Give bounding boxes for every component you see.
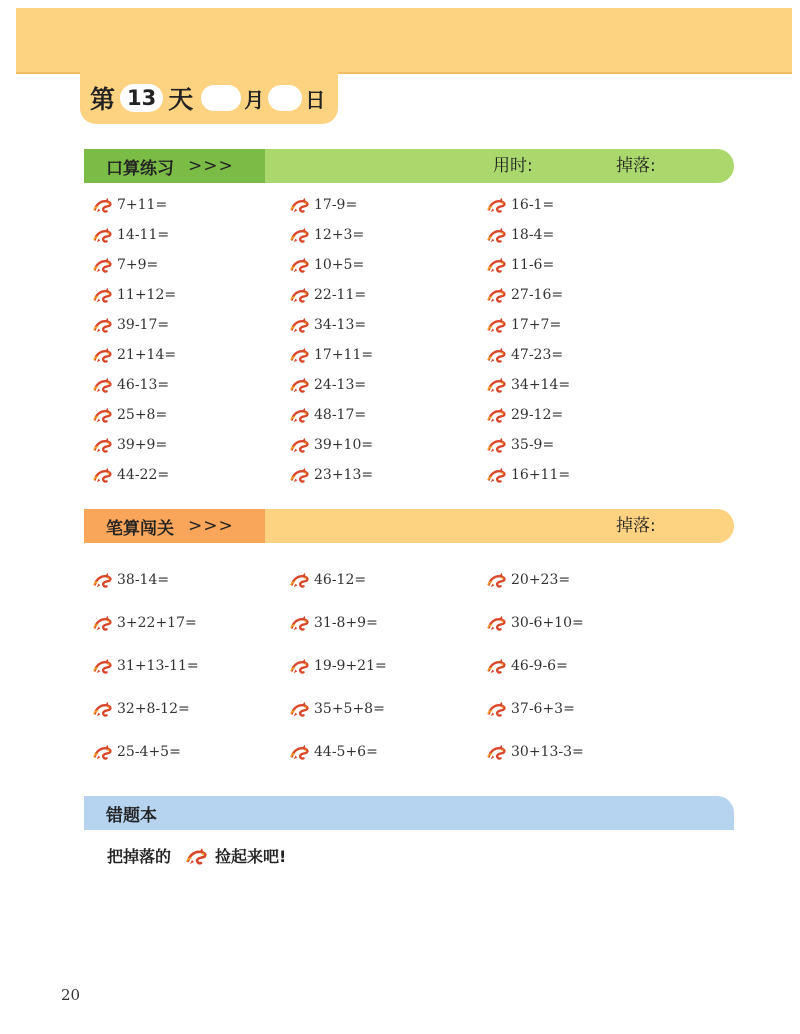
dragon-icon [486, 346, 508, 364]
problem-item [486, 310, 683, 340]
date-blank[interactable] [268, 85, 302, 111]
problem-text: 7+11= [117, 197, 168, 213]
dragon-icon [486, 226, 508, 244]
dragon-icon [289, 376, 311, 394]
day-prefix: 第 [90, 85, 116, 114]
problem-item [486, 687, 683, 730]
problem-item [289, 370, 486, 400]
problem-text: 20+23= [511, 571, 571, 588]
dragon-icon [486, 376, 508, 394]
problem-item [92, 280, 289, 310]
problem-text: 39+9= [117, 437, 168, 453]
dragon-icon [289, 614, 311, 632]
problem-item [92, 190, 289, 220]
dragon-icon [92, 436, 114, 454]
month-label: 月 [244, 87, 265, 112]
written-title-text: 笔算闯关 [106, 518, 174, 539]
problem-item [289, 220, 486, 250]
problem-item [289, 460, 486, 490]
dragon-icon [486, 743, 508, 761]
problem-text: 16-1= [511, 197, 555, 213]
dragon-icon [289, 286, 311, 304]
problem-item [289, 310, 486, 340]
problem-text: 17+7= [511, 317, 562, 333]
written-chevrons: >>> [188, 516, 234, 536]
problem-text: 21+14= [117, 347, 177, 363]
dragon-icon [486, 571, 508, 589]
problem-text: 48-17= [314, 407, 367, 423]
problem-text: 34+14= [511, 377, 571, 393]
problem-item [92, 558, 289, 601]
problem-text: 23+13= [314, 467, 374, 483]
written-problem-grid [92, 558, 732, 773]
problem-item [486, 400, 683, 430]
dragon-icon [289, 226, 311, 244]
problem-text: 10+5= [314, 257, 365, 273]
dragon-icon [92, 571, 114, 589]
problem-text: 7+9= [117, 257, 159, 273]
problem-item [486, 644, 683, 687]
problem-item [486, 370, 683, 400]
problem-item [92, 250, 289, 280]
problem-text: 25+8= [117, 407, 168, 423]
written-section-title [84, 509, 265, 543]
problem-text: 18-4= [511, 227, 555, 243]
problem-text: 27-16= [511, 287, 564, 303]
problem-item [486, 340, 683, 370]
dragon-icon [92, 743, 114, 761]
problem-item [289, 558, 486, 601]
oral-drop-label: 掉落: [616, 156, 656, 176]
problem-item [289, 601, 486, 644]
problem-text: 22-11= [314, 287, 367, 303]
dragon-icon [92, 466, 114, 484]
problem-text: 12+3= [314, 227, 365, 243]
problem-text: 11-6= [511, 257, 555, 273]
problem-text: 16+11= [511, 467, 571, 483]
problem-item [92, 310, 289, 340]
dragon-icon [486, 316, 508, 334]
dragon-icon [486, 657, 508, 675]
dragon-icon [486, 436, 508, 454]
problem-item [486, 220, 683, 250]
dragon-icon [289, 406, 311, 424]
problem-item [486, 430, 683, 460]
problem-text: 30+13-3= [511, 743, 584, 760]
dragon-icon [92, 256, 114, 274]
problem-text: 29-12= [511, 407, 564, 423]
written-section-bar [84, 509, 734, 543]
problem-item [289, 730, 486, 773]
problem-item [289, 400, 486, 430]
problem-text: 19-9+21= [314, 657, 387, 674]
day-header [80, 72, 338, 124]
problem-item [92, 601, 289, 644]
problem-item [92, 220, 289, 250]
problem-item [289, 644, 486, 687]
problem-text: 32+8-12= [117, 700, 190, 717]
problem-item [92, 400, 289, 430]
day-suffix: 天 [168, 85, 194, 114]
dragon-icon [185, 846, 209, 866]
problem-item [289, 250, 486, 280]
top-banner [16, 8, 792, 74]
pickup-instruction [107, 844, 286, 867]
dragon-icon [289, 743, 311, 761]
page-number: 20 [61, 986, 81, 1004]
problem-item [486, 460, 683, 490]
oral-section-bar [84, 149, 734, 183]
dragon-icon [92, 614, 114, 632]
time-label: 用时: [493, 156, 533, 176]
oral-title-text: 口算练习 [106, 158, 174, 179]
problem-text: 37-6+3= [511, 700, 575, 717]
problem-item [92, 687, 289, 730]
problem-text: 35-9= [511, 437, 555, 453]
dragon-icon [486, 406, 508, 424]
problem-item [92, 430, 289, 460]
dragon-icon [289, 196, 311, 214]
dragon-icon [289, 346, 311, 364]
dragon-icon [92, 657, 114, 675]
problem-item [289, 687, 486, 730]
problem-text: 38-14= [117, 571, 170, 588]
month-blank[interactable] [201, 85, 241, 111]
oral-section-title [84, 149, 265, 183]
problem-item [92, 460, 289, 490]
problem-text: 35+5+8= [314, 700, 385, 717]
dragon-icon [92, 700, 114, 718]
problem-text: 31+13-11= [117, 657, 199, 674]
problem-item [92, 370, 289, 400]
dragon-icon [92, 226, 114, 244]
problem-item [92, 644, 289, 687]
problem-text: 39-17= [117, 317, 170, 333]
problem-text: 25-4+5= [117, 743, 181, 760]
problem-text: 46-12= [314, 571, 367, 588]
oral-chevrons: >>> [188, 156, 234, 176]
problem-text: 3+22+17= [117, 614, 197, 631]
dragon-icon [289, 466, 311, 484]
dragon-icon [486, 286, 508, 304]
pickup-text-after: 捡起来吧! [215, 847, 287, 866]
problem-text: 11+12= [117, 287, 177, 303]
dragon-icon [92, 286, 114, 304]
problem-item [486, 601, 683, 644]
dragon-icon [289, 256, 311, 274]
dragon-icon [92, 376, 114, 394]
problem-item [486, 558, 683, 601]
dragon-icon [486, 466, 508, 484]
problem-item [92, 730, 289, 773]
problem-text: 17-9= [314, 197, 358, 213]
dragon-icon [486, 700, 508, 718]
pickup-text-before: 把掉落的 [107, 847, 172, 866]
dragon-icon [92, 406, 114, 424]
dragon-icon [289, 316, 311, 334]
dragon-icon [289, 657, 311, 675]
problem-item [486, 730, 683, 773]
problem-text: 39+10= [314, 437, 374, 453]
dragon-icon [289, 436, 311, 454]
wrongbook-title: 错题本 [106, 805, 157, 826]
problem-item [289, 430, 486, 460]
date-label: 日 [305, 87, 326, 112]
dragon-icon [92, 196, 114, 214]
problem-text: 30-6+10= [511, 614, 584, 631]
problem-text: 47-23= [511, 347, 564, 363]
dragon-icon [289, 571, 311, 589]
oral-problem-grid [92, 190, 732, 490]
problem-text: 31-8+9= [314, 614, 378, 631]
problem-item [289, 280, 486, 310]
problem-text: 46-13= [117, 377, 170, 393]
day-number: 13 [120, 84, 163, 112]
problem-item [486, 190, 683, 220]
problem-item [92, 340, 289, 370]
problem-item [486, 280, 683, 310]
dragon-icon [92, 346, 114, 364]
dragon-icon [486, 256, 508, 274]
dragon-icon [486, 614, 508, 632]
problem-item [289, 190, 486, 220]
problem-text: 14-11= [117, 227, 170, 243]
problem-text: 17+11= [314, 347, 374, 363]
dragon-icon [289, 700, 311, 718]
dragon-icon [486, 196, 508, 214]
problem-text: 24-13= [314, 377, 367, 393]
problem-text: 46-9-6= [511, 657, 568, 674]
problem-text: 44-22= [117, 467, 170, 483]
written-drop-label: 掉落: [616, 516, 656, 536]
problem-item [486, 250, 683, 280]
problem-text: 34-13= [314, 317, 367, 333]
problem-item [289, 340, 486, 370]
dragon-icon [92, 316, 114, 334]
problem-text: 44-5+6= [314, 743, 378, 760]
wrongbook-section-bar [84, 796, 734, 830]
